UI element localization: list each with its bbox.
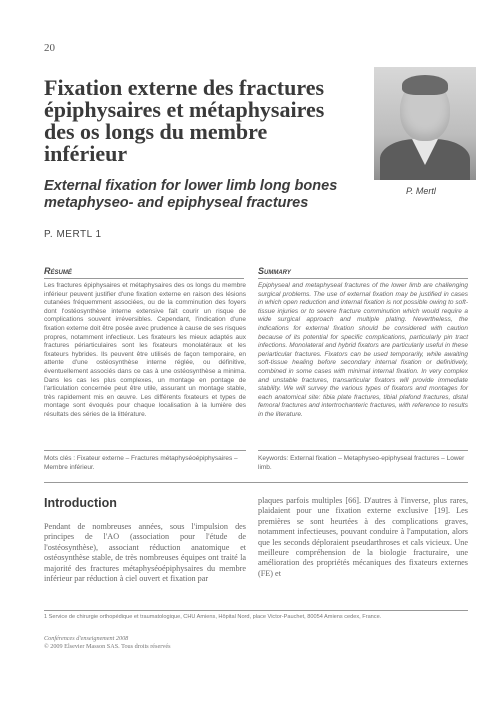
publication-info (44, 635, 171, 651)
section-divider (44, 482, 468, 483)
page-number: 20 (44, 42, 55, 54)
introduction-right-text: plaques parfois multiples [66]. D'autres à l'inverse, plus rares, plaidaient pour une fixation externe exclusive [19]. Les premières se sont heurtées à des complications graves, notamment infectieuses, pouvant conduire à l'amputation, alors que les seconds déploraient pseudarthroses et cals vicieux. Une meilleure compréhension de la biologie fracturaire, une amélioration des propriétés mécaniques des fixateurs externes (FE) et (258, 496, 468, 578)
copyright-line: © 2009 Elsevier Masson SAS. Tous droits réservés (44, 643, 171, 650)
photo-caption: P. Mertl (406, 186, 436, 196)
footnote-rule (44, 610, 468, 611)
summary-text: Epiphyseal and metaphyseal fractures of the lower limb are challenging surgical problems. The use of external fixation may be justified in cases in which open reduction and internal fixation is not possible owing to soft-tissue injuries or to severe fracture comminution which would require a wide surgical approach and multiple plating. Nevertheless, the indications for external fixation should be considered with caution because of its potential for specific complications, particularly pin tract infections. Monolateral and hybrid fixators are particularly useful in these periarticular fractures. Fixators can be used temporarily, while awaiting soft-tissue healing before secondary internal fixation or definitively, combined in some cases with minimal internal fixation. In very complex and unstable fractures, transarticular fixators will provide immediate stability. We will survey the various types of fixators and montages for each anatomical site: tibia plate fractures, tibial plafond fractures, distal femoral fractures and intertrochanteric fractures, with reference to results in the literature. (258, 282, 468, 418)
summary-keywords: Keywords: External fixation – Metaphyseo-epiphyseal fractures – Lower limb. (258, 455, 465, 471)
keywords-rule-left (44, 450, 246, 451)
article-subtitle: External fixation for lower limb long bones metaphyseo- and epiphyseal fractures (44, 178, 338, 211)
resume-text: Les fractures épiphysaires et métaphysaires des os longs du membre inférieur peuvent justifier d'une fixation externe en raison des lésions cutanées fréquemment associées, ou de la comminution des foyers dont l'ostéosynthèse interne extensive fait courir un risque de complications souvent irréversibles. Cependant, l'indication d'une fixation externe doit être posée avec prudence à cause de ses risques propres, notamment infectieux. Les fixateurs les mieux adaptés aux fractures périarticulaires sont les fixateurs monolatéraux et les fixateurs hybrides. Ils peuvent être utilisés de façon temporaire, en attente d'une ostéosynthèse interne réglée, ou définitive, éventuellement associés dans ce cas à une ostéosynthèse a minima. Dans les cas les plus complexes, un montage en pontage de l'articulation concernée peut être utile, assurant un montage stable, très rapidement mis en œuvre. Les différents fixateurs et types de montage sont évoqués pour chaque localisation à la lumière des résultats des séries de la littérature. (44, 282, 246, 418)
affiliation-footnote: 1 Service de chirurgie orthopédique et traumatologique, CHU Amiens, Hôpital Nord, place Victor-Pauchet, 80054 Amiens cedex, France. (44, 614, 382, 620)
author-line: P. MERTL 1 (44, 229, 102, 240)
article-title: Fixation externe des fractures épiphysaires et métaphysaires des os longs du membre inférieur (44, 75, 325, 166)
resume-heading: Résumé (44, 266, 244, 279)
author-photo (374, 67, 476, 180)
introduction-left-text: Pendant de nombreuses années, sous l'impulsion des principes de l'AO (association pour l'étude de l'ostéosynthèse), associant réduction anatomique et ostéosynthèse stable, de très nombreuses équipes ont traité la majorité des fractures métaphyséoépiphysaires du membre inférieur par réduction à ciel ouvert et fixation par (44, 522, 246, 584)
summary-heading: Summary (258, 266, 468, 279)
introduction-heading: Introduction (44, 496, 117, 510)
keywords-rule-right (258, 450, 468, 451)
conference-name: Conférences d'enseignement 2008 (44, 635, 129, 642)
resume-keywords: Mots clés : Fixateur externe – Fractures métaphyséoépiphysaires – Membre inférieur. (44, 455, 238, 471)
